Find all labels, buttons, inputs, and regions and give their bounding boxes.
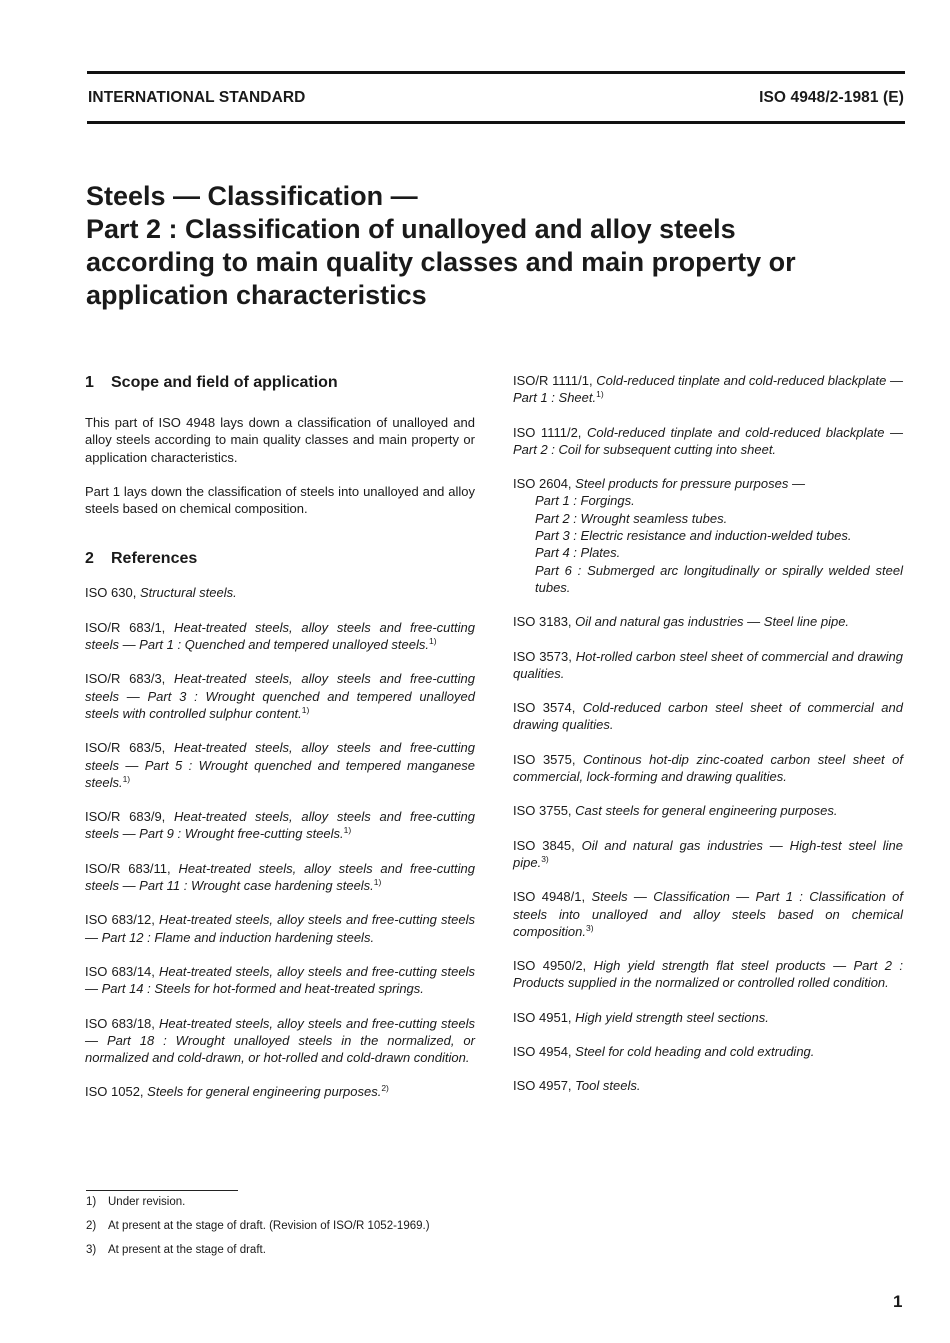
- reference-item: ISO/R 683/11, Heat-treated steels, alloy steels and free-cutting steels — Part 11 : Wrought case hardening steels.$^{1)}$: [85, 860, 475, 894]
- iso-2604-part: Part 1 : Forgings.: [535, 493, 635, 509]
- left-column: [85, 372, 475, 1118]
- reference-item: ISO 3575, Continous hot-dip zinc-coated carbon steel sheet of commercial, lock-forming and drawing qualities.: [513, 751, 903, 785]
- iso-2604-part: Part 4 : Plates.: [535, 545, 621, 561]
- page-number: 1: [893, 1292, 903, 1311]
- footnote-marker: 3): [585, 922, 594, 933]
- right-column: [513, 372, 903, 1112]
- reference-item: ISO 4948/1, Steels — Classification — Part 1 : Classification of steels into unalloyed and alloy steels based on chemical composition.$^{3)}$: [513, 889, 903, 939]
- reference-item: ISO 4950/2, High yield strength flat steel products — Part 2 : Products supplied in the normalized or controlled rolled condition.: [513, 958, 903, 991]
- title-line-2: Part 2 : Classification of unalloyed and alloy steels: [86, 214, 736, 244]
- document-title: [86, 180, 916, 312]
- reference-item: ISO/R 683/1, Heat-treated steels, alloy steels and free-cutting steels — Part 1 : Quenched and tempered unalloyed steels.$^{1)}$: [85, 619, 475, 653]
- reference-iso-2604: ISO 2604, Steel products for pressure purposes — Part 1 : Forgings. Part 2 : Wrought seamless tubes. Part 3 : Electric resistance and induction-welded tubes. Part 4 : Plates. Part 6 : Submerged arc longitudinally or spirally welded steel tubes.: [513, 476, 903, 595]
- references-list-left: [85, 584, 475, 1100]
- reference-item: ISO 3845, Oil and natural gas industries — High-test steel line pipe.$^{3)}$: [513, 837, 903, 870]
- footnote-marker: 3): [541, 853, 549, 864]
- header-top-rule: [87, 71, 905, 74]
- references-list-right-a: [513, 372, 903, 458]
- reference-item: ISO 4954, Steel for cold heading and cold extruding.: [513, 1044, 815, 1060]
- title-line-1: Steels — Classification —: [86, 181, 418, 211]
- reference-item: ISO 683/12, Heat-treated steels, alloy steels and free-cutting steels — Part 12 : Flame and induction hardening steels.: [85, 912, 475, 945]
- footnote-separator: [86, 1190, 238, 1191]
- footnote-marker: 1): [122, 773, 131, 784]
- reference-item: ISO 3755, Cast steels for general engineering purposes.: [513, 803, 838, 819]
- footnote-marker: 1): [343, 825, 352, 836]
- reference-item: ISO/R 683/5, Heat-treated steels, alloy steels and free-cutting steels — Part 5 : Wrought quenched and tempered manganese steels.$^{1)}$: [85, 740, 475, 790]
- reference-item: ISO/R 683/9, Heat-treated steels, alloy steels and free-cutting steels — Part 9 : Wrought free-cutting steels.$^{1)}$: [85, 809, 475, 842]
- iso-2604-part: Part 2 : Wrought seamless tubes.: [535, 510, 728, 526]
- reference-item: ISO/R 1111/1, Cold-reduced tinplate and cold-reduced blackplate — Part 1 : Sheet.$^{1)}$: [513, 373, 903, 406]
- reference-item: ISO/R 683/3, Heat-treated steels, alloy steels and free-cutting steels — Part 3 : Wrought quenched and tempered unalloyed steels with controlled sulphur content.$^{1)}$: [85, 671, 475, 721]
- footnote: 3) At present at the stage of draft.: [86, 1244, 266, 1256]
- scope-paragraph-1: This part of ISO 4948 lays down a classification of unalloyed and alloy steels according to main quality classes and main property or application characteristics.: [85, 415, 475, 465]
- title-line-4: application characteristics: [86, 280, 427, 310]
- reference-item: ISO 3573, Hot-rolled carbon steel sheet of commercial and drawing qualities.: [513, 648, 903, 681]
- section-2-heading: 2 References: [85, 550, 198, 568]
- iso-2604-part: Part 3 : Electric resistance and induction-welded tubes.: [535, 528, 852, 544]
- footnote-marker: 1): [596, 389, 604, 400]
- footnote: 2) At present at the stage of draft. (Revision of ISO/R 1052-1969.): [86, 1220, 430, 1232]
- standard-number: ISO 4948/2-1981 (E): [759, 89, 904, 106]
- reference-item: ISO 4957, Tool steels.: [513, 1078, 641, 1094]
- footnote-marker: 1): [373, 877, 382, 888]
- reference-item: ISO 3574, Cold-reduced carbon steel sheet of commercial and drawing qualities.: [513, 700, 903, 733]
- reference-item: ISO 4951, High yield strength steel sections.: [513, 1009, 769, 1025]
- standard-type-label: INTERNATIONAL STANDARD: [88, 89, 306, 106]
- footnote-marker: 2): [381, 1083, 389, 1094]
- reference-item: ISO 1111/2, Cold-reduced tinplate and cold-reduced blackplate — Part 2 : Coil for subsequent cutting into sheet.: [513, 424, 903, 457]
- references-list-right-b: [513, 613, 903, 1094]
- reference-item: ISO 1052, Steels for general engineering purposes.$^{2)}$: [85, 1083, 389, 1100]
- footnote-marker: 1): [428, 636, 437, 647]
- footnote-marker: 1): [301, 704, 310, 715]
- reference-item: ISO 683/14, Heat-treated steels, alloy steels and free-cutting steels — Part 14 : Steels for hot-formed and heat-treated springs.: [85, 963, 475, 997]
- reference-item: ISO 3183, Oil and natural gas industries — Steel line pipe.: [513, 614, 850, 630]
- title-line-3: according to main quality classes and main property or: [86, 247, 796, 277]
- section-1-heading: 1 Scope and field of application: [85, 374, 338, 391]
- iso-2604-parts-list: [513, 492, 903, 596]
- iso-2604-part: Part 6 : Submerged arc longitudinally or spirally welded steel tubes.: [535, 562, 903, 595]
- reference-item: ISO 630, Structural steels.: [85, 585, 237, 601]
- scope-paragraph-2: Part 1 lays down the classification of steels into unalloyed and alloy steels based on chemical composition.: [85, 483, 475, 517]
- footnote: 1) Under revision.: [86, 1196, 186, 1208]
- header-bottom-rule: [87, 121, 905, 124]
- reference-item: ISO 683/18, Heat-treated steels, alloy steels and free-cutting steels — Part 18 : Wrought unalloyed steels in the normalized, or normalized and cold-drawn, or hot-rolled and cold-drawn condition.: [85, 1015, 475, 1066]
